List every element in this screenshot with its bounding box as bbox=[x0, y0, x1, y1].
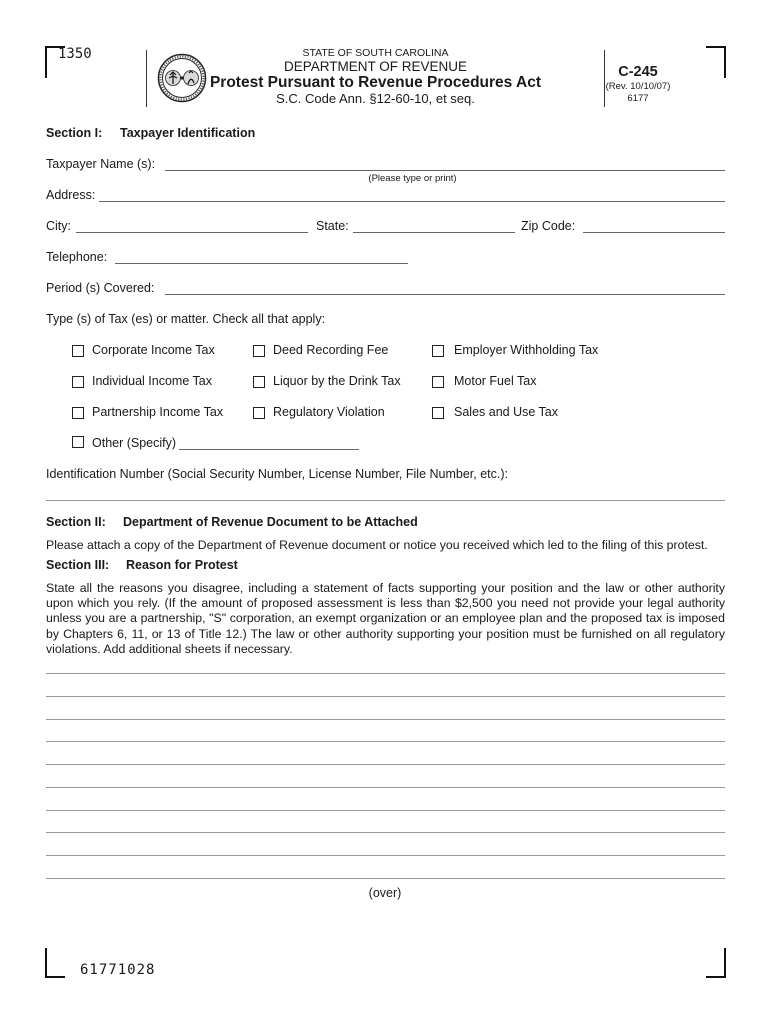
state-label: State: bbox=[316, 219, 349, 233]
reason-line[interactable] bbox=[46, 764, 725, 765]
form-id: 6177 bbox=[627, 93, 649, 104]
zip-code-field[interactable] bbox=[583, 232, 725, 233]
code-reference: S.C. Code Ann. §12-60-10, et seq. bbox=[276, 91, 475, 106]
reason-line[interactable] bbox=[46, 832, 725, 833]
form-number: C-245 bbox=[618, 64, 658, 80]
bottom-form-code: 61771028 bbox=[80, 962, 156, 978]
period-covered-field[interactable] bbox=[165, 294, 725, 295]
tax-type-prompt: Type (s) of Tax (es) or matter. Check all that apply: bbox=[46, 312, 326, 326]
form-title: Protest Pursuant to Revenue Procedures Act bbox=[209, 74, 542, 91]
option-label: Motor Fuel Tax bbox=[454, 374, 537, 388]
telephone-field[interactable] bbox=[115, 263, 408, 264]
form-revision: (Rev. 10/10/07) bbox=[605, 81, 671, 92]
checkbox-employer-withholding-tax[interactable] bbox=[432, 345, 444, 357]
corner-mark-top-right bbox=[706, 46, 726, 78]
option-label: Employer Withholding Tax bbox=[454, 343, 599, 357]
checkbox-partnership-income-tax[interactable] bbox=[72, 407, 84, 419]
option-label: Deed Recording Fee bbox=[273, 343, 389, 357]
checkbox-regulatory-violation[interactable] bbox=[253, 407, 265, 419]
option-label: Individual Income Tax bbox=[92, 374, 212, 388]
taxpayer-name-label: Taxpayer Name (s): bbox=[46, 157, 156, 171]
reason-line[interactable] bbox=[46, 787, 725, 788]
state-name: STATE OF SOUTH CAROLINA bbox=[302, 47, 449, 59]
section-1-title: Taxpayer Identification bbox=[120, 126, 256, 140]
section-3-body: State all the reasons you disagree, including a statement of facts supporting your position and the law or other authority upon which you rely. (If the amount of proposed assessment is less than $2,500 you need not provide your legal authority unless you are a partnership, "S" corporation, an exempt organization or an employee plan and the proposed tax is imposed by Chapters 6, 11, or 13 of Title 12.) The law or other authority supporting your position must be furnished on all regulatory violations. Add additional sheets if necessary. bbox=[46, 581, 725, 656]
id-number-field[interactable] bbox=[46, 500, 725, 501]
option-label: Regulatory Violation bbox=[273, 405, 385, 419]
checkbox-deed-recording-fee[interactable] bbox=[253, 345, 265, 357]
period-covered-label: Period (s) Covered: bbox=[46, 281, 155, 295]
checkbox-corporate-income-tax[interactable] bbox=[72, 345, 84, 357]
option-label: Partnership Income Tax bbox=[92, 405, 224, 419]
reason-line[interactable] bbox=[46, 855, 725, 856]
other-label: Other (Specify) bbox=[92, 436, 177, 450]
reason-line[interactable] bbox=[46, 696, 725, 697]
reason-line[interactable] bbox=[46, 673, 725, 674]
id-number-label: Identification Number (Social Security Number, License Number, File Number, etc.): bbox=[46, 467, 508, 481]
address-label: Address: bbox=[46, 188, 96, 202]
section-2-title: Department of Revenue Document to be Attached bbox=[123, 515, 418, 529]
reason-line[interactable] bbox=[46, 741, 725, 742]
taxpayer-name-field[interactable] bbox=[165, 170, 725, 171]
checkbox-motor-fuel-tax[interactable] bbox=[432, 376, 444, 388]
city-label: City: bbox=[46, 219, 71, 233]
checkbox-liquor-by-the-drink-tax[interactable] bbox=[253, 376, 265, 388]
zip-code-label: Zip Code: bbox=[521, 219, 576, 233]
section-3-title: Reason for Protest bbox=[126, 558, 238, 572]
section-1-number: Section I: bbox=[46, 126, 103, 140]
city-field[interactable] bbox=[76, 232, 308, 233]
section-2-body: Please attach a copy of the Department of Revenue document or notice you received which led to the filing of this protest. bbox=[46, 538, 708, 552]
address-field[interactable] bbox=[99, 201, 725, 202]
over-note: (over) bbox=[368, 886, 402, 900]
reason-line[interactable] bbox=[46, 878, 725, 879]
state-field[interactable] bbox=[353, 232, 515, 233]
option-label: Sales and Use Tax bbox=[454, 405, 558, 419]
other-specify-field[interactable] bbox=[179, 449, 359, 450]
top-form-code: 1350 bbox=[58, 46, 92, 62]
corner-mark-bottom-left bbox=[45, 948, 65, 978]
reason-line[interactable] bbox=[46, 719, 725, 720]
option-label: Liquor by the Drink Tax bbox=[273, 374, 401, 388]
checkbox-sales-and-use-tax[interactable] bbox=[432, 407, 444, 419]
department-name: DEPARTMENT OF REVENUE bbox=[283, 59, 468, 74]
corner-mark-bottom-right bbox=[706, 948, 726, 978]
section-3-number: Section III: bbox=[46, 558, 110, 572]
option-label: Corporate Income Tax bbox=[92, 343, 215, 357]
section-2-number: Section II: bbox=[46, 515, 106, 529]
checkbox-other[interactable] bbox=[72, 436, 84, 448]
reason-line[interactable] bbox=[46, 810, 725, 811]
telephone-label: Telephone: bbox=[46, 250, 108, 264]
checkbox-individual-income-tax[interactable] bbox=[72, 376, 84, 388]
print-note: (Please type or print) bbox=[368, 173, 457, 184]
